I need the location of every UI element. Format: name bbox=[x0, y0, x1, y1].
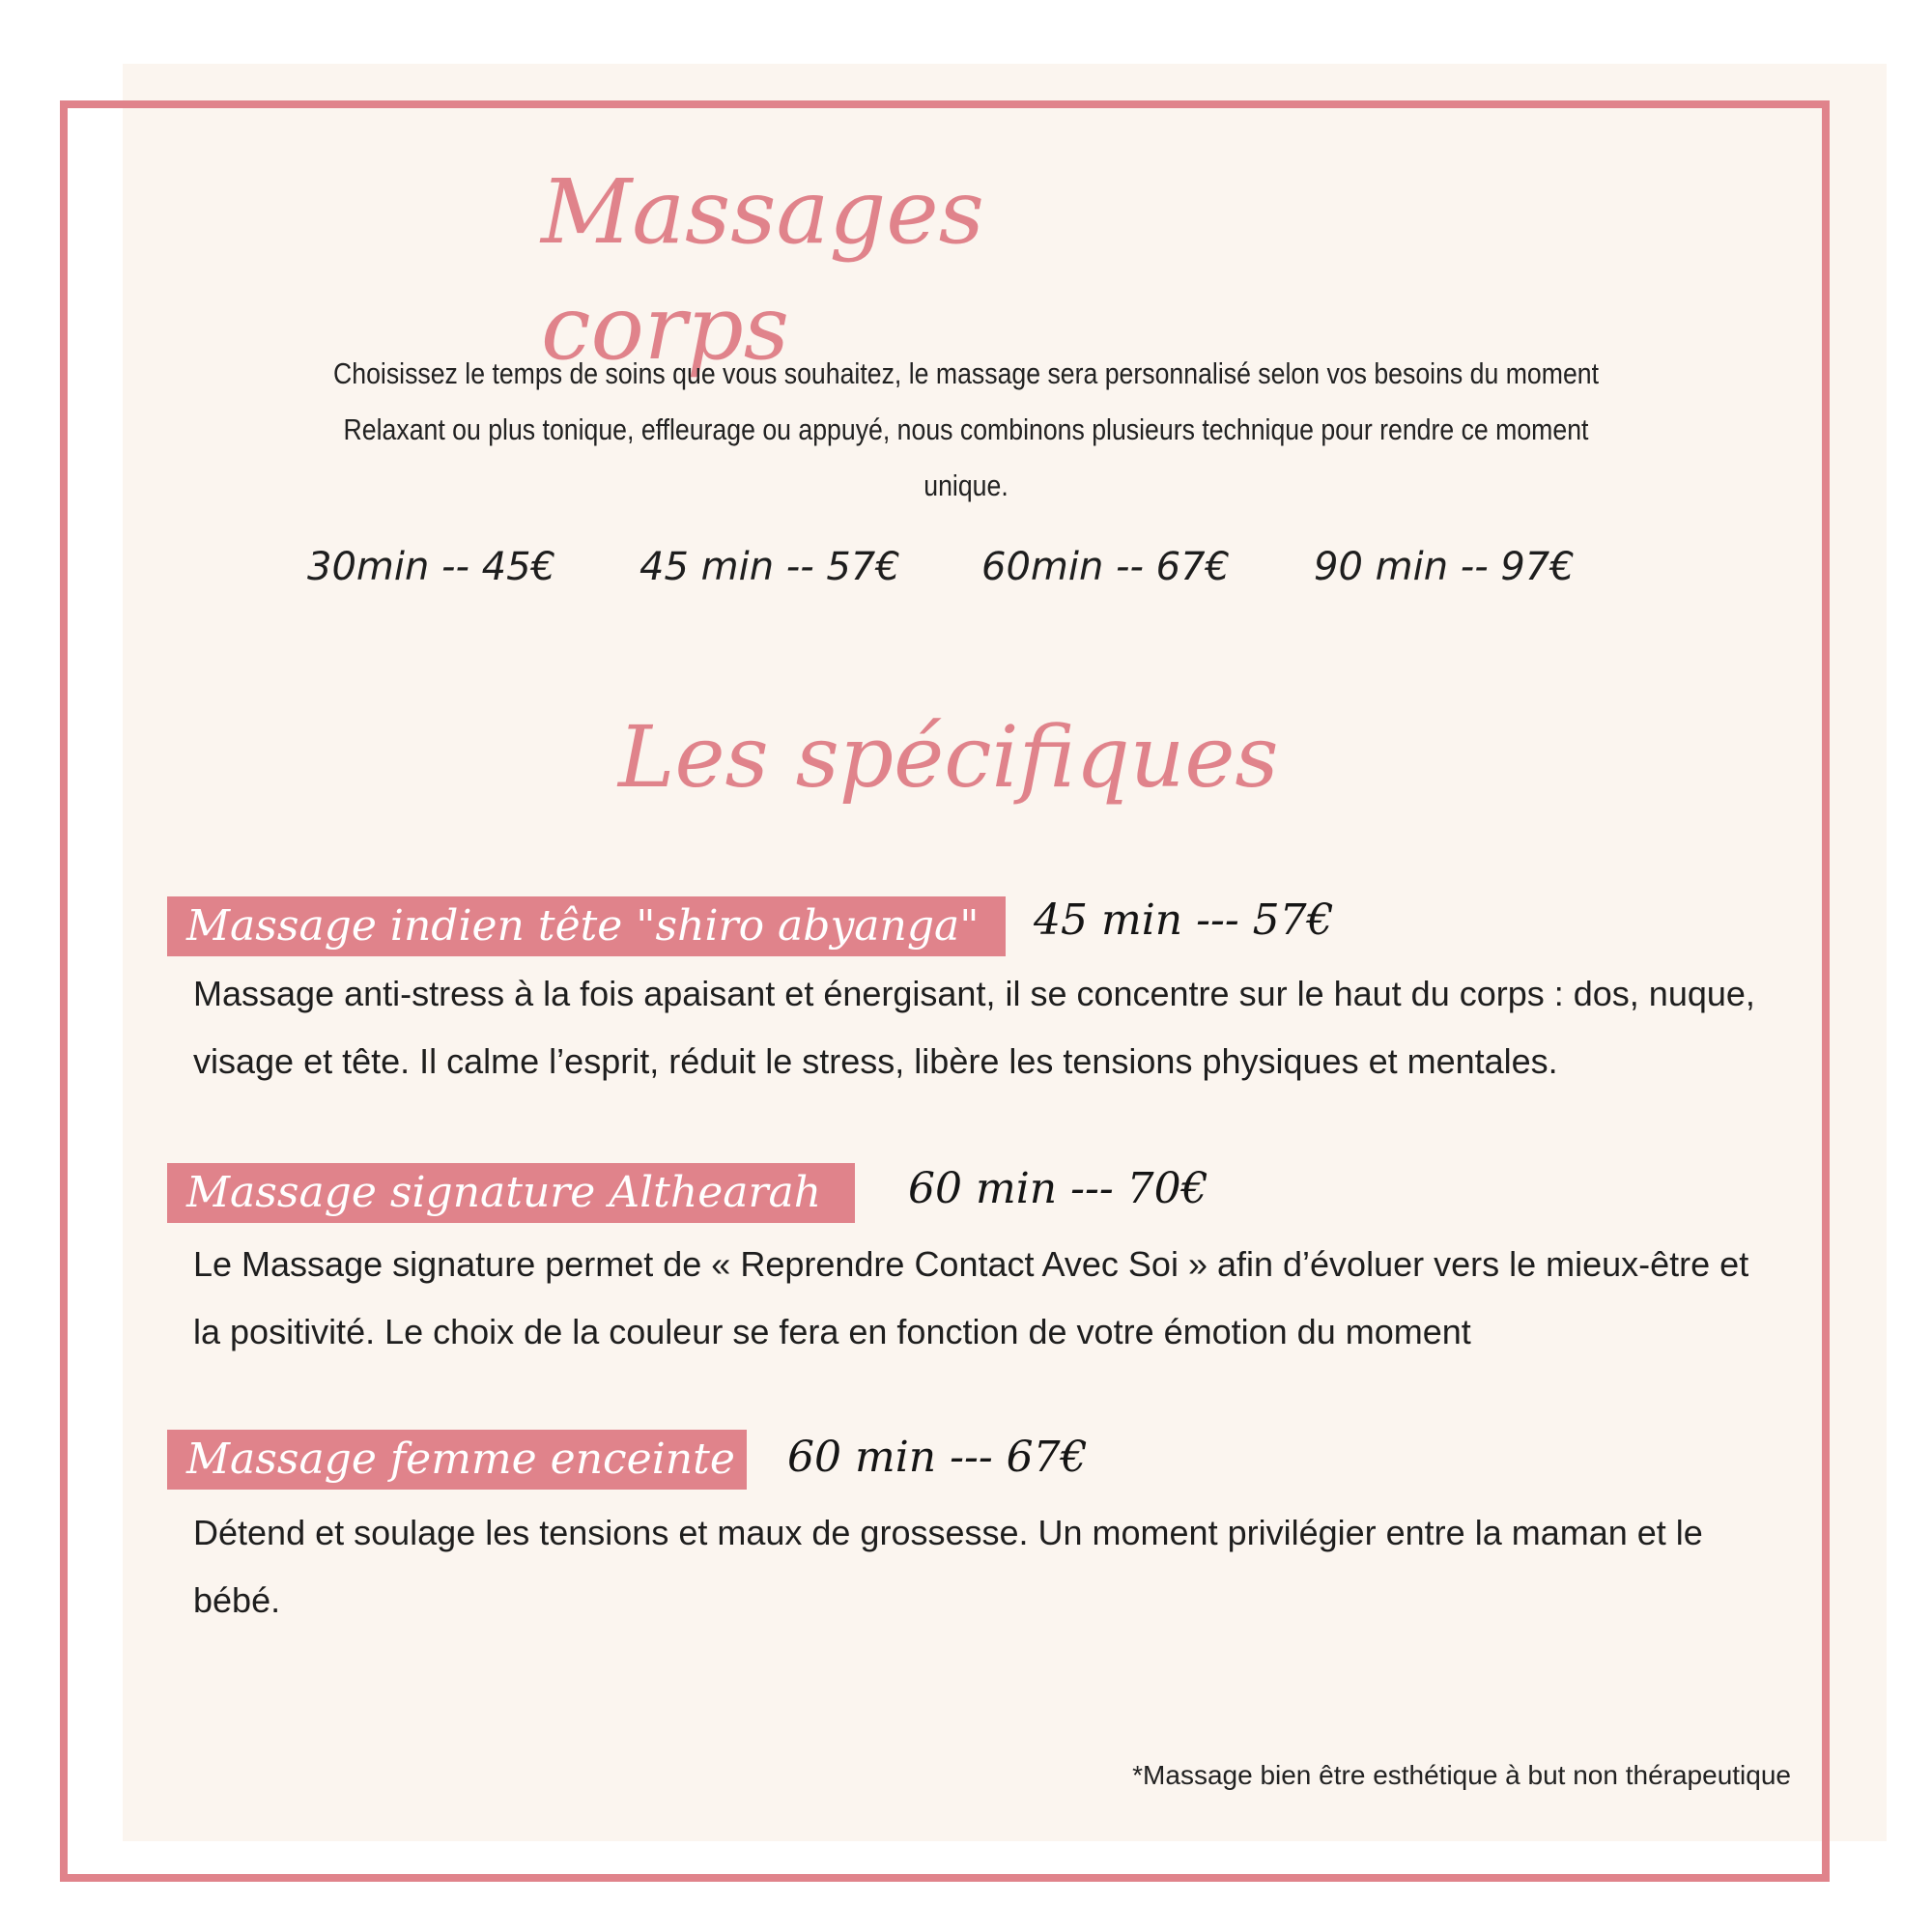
service-description: Détend et soulage les tensions et maux de grossesse. Un moment privilégier entre la maman et le bébé. bbox=[193, 1513, 1703, 1620]
service-description: Massage anti-stress à la fois apaisant et énergisant, il se concentre sur le haut du corps : dos, nuque, visage et tête. Il calme l’esprit, réduit le stress, libère les tensions physiques et mentales. bbox=[193, 974, 1755, 1081]
service-description: Le Massage signature permet de « Reprendre Contact Avec Soi » afin d’évoluer vers le mieux-être et la positivité. Le choix de la couleur se fera en fonction de votre émotion du moment bbox=[193, 1244, 1749, 1351]
price-item: 90 min -- 97€ bbox=[1314, 545, 1575, 589]
service-price: 60 min --- 70€ bbox=[908, 1164, 1208, 1213]
service-name-label: Massage femme enceinte bbox=[167, 1430, 747, 1490]
price-item: 30min -- 45€ bbox=[307, 545, 555, 589]
service-name-label: Massage indien tête "shiro abyanga" bbox=[167, 896, 1006, 956]
page-title: Massages corps bbox=[541, 160, 984, 380]
intro-line: Relaxant ou plus tonique, effleurage ou appuyé, nous combinons plusieurs technique pour rendre ce moment bbox=[343, 412, 1589, 446]
service-name-label: Massage signature Althearah bbox=[167, 1163, 855, 1223]
intro-line: unique. bbox=[923, 469, 1009, 502]
section-title: Les spécifiques bbox=[618, 707, 1279, 807]
price-item: 45 min -- 57€ bbox=[639, 545, 900, 589]
service-price: 45 min --- 57€ bbox=[1034, 895, 1334, 945]
service-price: 60 min --- 67€ bbox=[787, 1433, 1088, 1482]
intro-line: Choisissez le temps de soins que vous souhaitez, le massage sera personnalisé selon vos besoins du moment bbox=[332, 356, 1600, 390]
footnote: *Massage bien être esthétique à but non thérapeutique bbox=[1132, 1760, 1791, 1790]
intro-text bbox=[327, 346, 1605, 514]
price-list bbox=[290, 545, 1642, 612]
price-item: 60min -- 67€ bbox=[981, 545, 1230, 589]
